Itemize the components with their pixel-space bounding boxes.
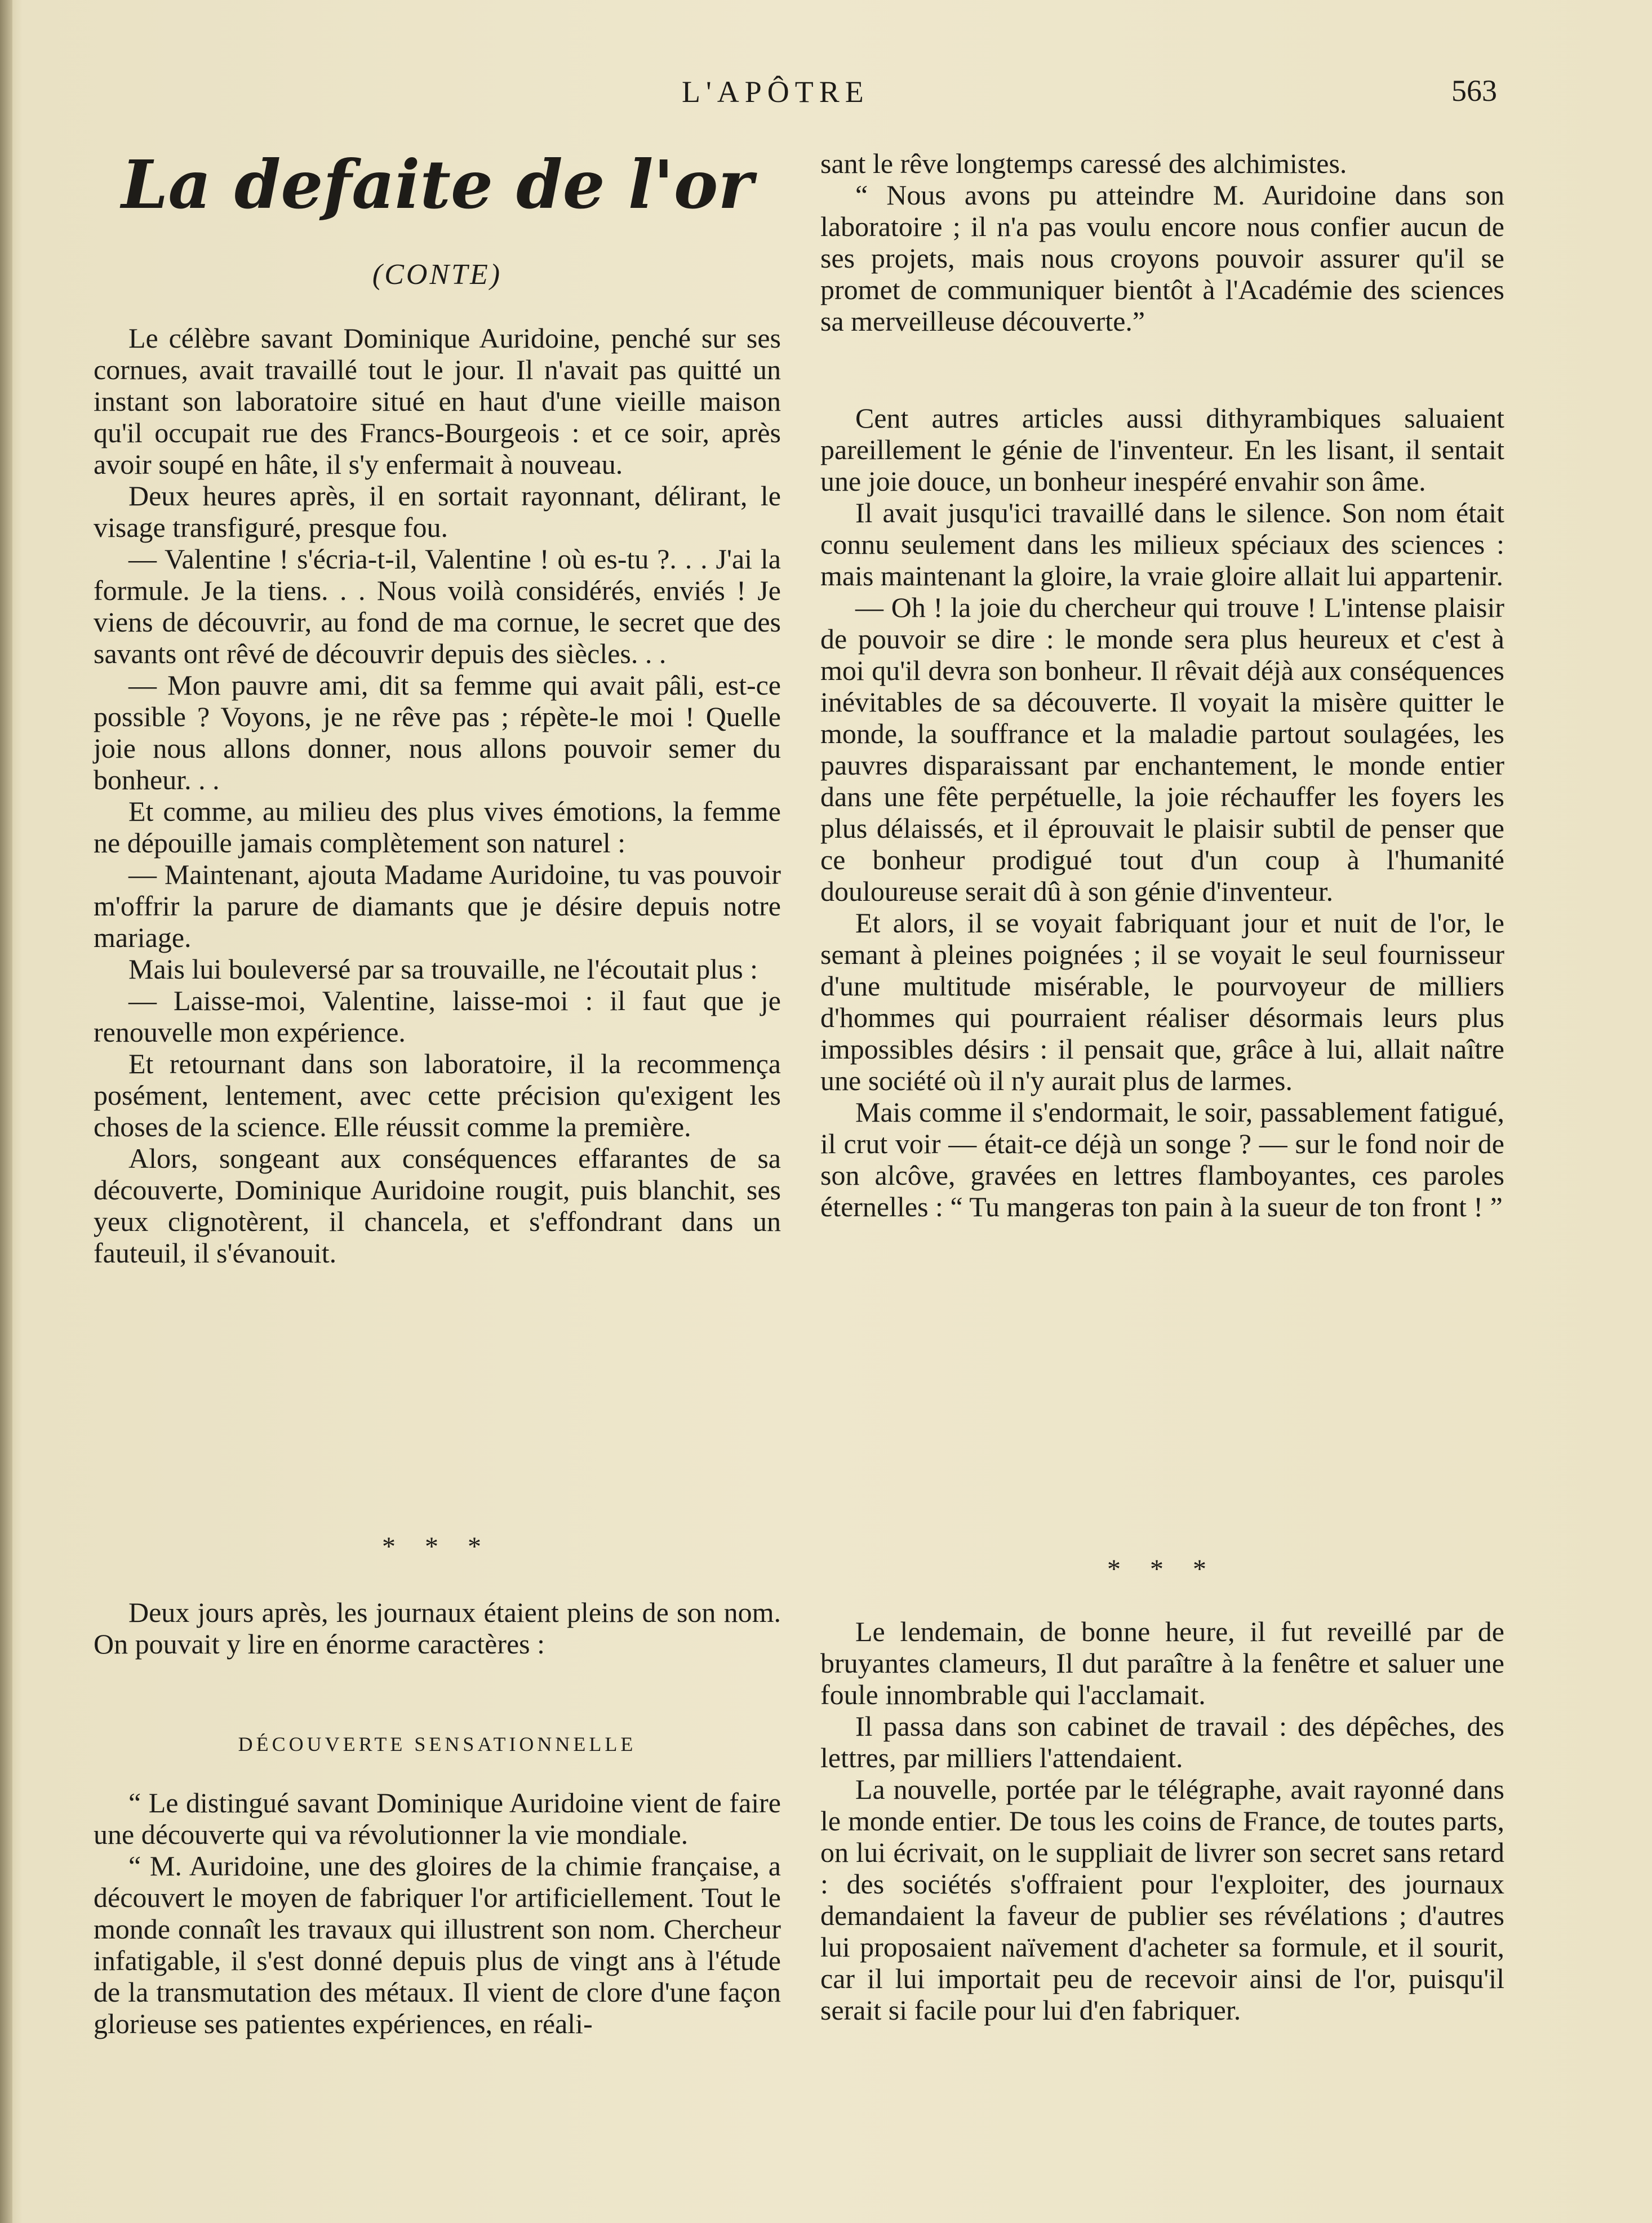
paragraph: Il avait jusqu'ici travaillé dans le silence. Son nom était connu seulement dans les milieux spéciaux des sciences : mais maintenant la gloire, la vraie gloire allait lui appartenir. [820, 497, 1504, 592]
paragraph: Cent autres articles aussi dithyrambiques saluaient pareillement le génie de l'inventeur. En les lisant, il sentait une joie douce, un bonheur inespéré envahir son âme. [820, 402, 1504, 497]
binding-edge [0, 0, 12, 2223]
running-title: L'APÔTRE [682, 75, 869, 109]
page-number: 563 [1451, 74, 1497, 108]
right-bottom [820, 1616, 1504, 2026]
paragraph: Et comme, au milieu des plus vives émotions, la femme ne dépouille jamais complètement son naturel : [94, 795, 781, 859]
quote-paragraph: “ Nous avons pu atteindre M. Auridoine dans son laboratoire ; il n'a pas voulu encore nous confier aucun de ses projets, mais nous croyons pouvoir assurer qu'il se promet de communiquer bientôt à l'Académie des sciences sa merveilleuse découverte.” [820, 179, 1504, 337]
paragraph: Et alors, il se voyait fabriquant jour et nuit de l'or, le semant à pleines poignées ; il se voyait le seul fournisseur d'une multitude misérable, le pourvoyeur de milliers d'hommes qui pourraient réaliser désormais leurs plus impossibles désirs : il pensait que, grâce à lui, allait naître une société où il n'y aurait plus de larmes. [820, 907, 1504, 1096]
section-separator: * * * [1107, 1554, 1218, 1584]
paragraph: Deux jours après, les journaux étaient pleins de son nom. On pouvait y lire en énorme caractères : [94, 1597, 781, 1660]
right-middle [820, 402, 1504, 1222]
right-top [820, 148, 1504, 337]
quote-paragraph: “ M. Auridoine, une des gloires de la chimie française, a découvert le moyen de fabriquer l'or artificiellement. Tout le monde connaît les travaux qui illustrent son nom. Chercheur infatigable, il s'est donné depuis plus de vingt ans à l'étude de la transmutation des métaux. Il vient de clore d'une façon glorieuse ses patientes expériences, en réali- [94, 1850, 781, 2039]
paragraph: Le célèbre savant Dominique Auridoine, penché sur ses cornues, avait travaillé tout le jour. Il n'avait pas quitté un instant son laboratoire situé en haut d'une vieille maison qu'il occupait rue des Francs-Bourgeois : et ce soir, après avoir soupé en hâte, il s'y enfermait à nouveau. [94, 322, 781, 480]
paragraph: — Laisse-moi, Valentine, laisse-moi : il faut que je renouvelle mon expérience. [94, 985, 781, 1048]
paragraph: — Maintenant, ajouta Madame Auridoine, tu vas pouvoir m'offrir la parure de diamants que je désire depuis notre mariage. [94, 859, 781, 953]
newspaper-headline: DÉCOUVERTE SENSATIONNELLE [238, 1733, 637, 1755]
paragraph: — Mon pauvre ami, dit sa femme qui avait pâli, est-ce possible ? Voyons, je ne rêve pas ; répète-le moi ! Quelle joie nous allons donner, nous allons pouvoir semer du bonheur. . . [94, 669, 781, 795]
paragraph: Deux heures après, il en sortait rayonnant, délirant, le visage transfiguré, presque fou. [94, 480, 781, 543]
left-after-separator [94, 1597, 781, 1660]
paragraph: — Oh ! la joie du chercheur qui trouve ! L'intense plaisir de pouvoir se dire : le monde sera plus heureux et c'est à moi qu'il devra son bonheur. Il rêvait déjà aux conséquences inévitables de sa découverte. Il voyait la misère quitter le monde, la souffrance et la maladie partout soulagées, les pauvres disparaissant par enchantement, le monde entier dans une fête perpétuelle, la joie réchauffer les foyers les plus délaissés, et il éprouvait le plaisir subtil de penser que ce bonheur prodigué tout d'un coup à l'humanité douloureuse serait dû à son génie d'inventeur. [820, 592, 1504, 907]
paragraph: Il passa dans son cabinet de travail : des dépêches, des lettres, par milliers l'attendaient. [820, 1710, 1504, 1773]
paragraph: La nouvelle, portée par le télégraphe, avait rayonné dans le monde entier. De tous les coins de France, de toutes parts, on lui écrivait, on le suppliait de livrer son secret sans retard : des sociétés s'offraient pour l'exploiter, des journaux demandaient la faveur de publier ses révélations ; d'autres lui proposaient naïvement d'acheter sa formule, et il sourit, car il lui importait peu de recevoir ainsi de l'or, puisqu'il serait si facile pour lui d'en fabriquer. [820, 1773, 1504, 2026]
article-subtitle: (CONTE) [372, 259, 503, 291]
section-separator: * * * [382, 1532, 492, 1562]
article-title: La defaite de l'or [121, 145, 753, 224]
paragraph: Alors, songeant aux conséquences effarantes de sa découverte, Dominique Auridoine rougit, puis blanchit, ses yeux clignotèrent, il chancela, et s'effondrant dans un fauteuil, il s'évanouit. [94, 1142, 781, 1269]
quote-paragraph: “ Le distingué savant Dominique Auridoine vient de faire une découverte qui va révolutionner la vie mondiale. [94, 1787, 781, 1850]
newspaper-quote [94, 1787, 781, 2039]
left-body [94, 322, 781, 1269]
paragraph: Le lendemain, de bonne heure, il fut reveillé par de bruyantes clameurs, Il dut paraître à la fenêtre et saluer une foule innombrable qui l'acclamait. [820, 1616, 1504, 1710]
paragraph: Et retournant dans son laboratoire, il la recommença posément, lentement, avec cette précision qu'exigent les choses de la science. Elle réussit comme la première. [94, 1048, 781, 1142]
paragraph: — Valentine ! s'écria-t-il, Valentine ! où es-tu ?. . . J'ai la formule. Je la tiens. . . Nous voilà considérés, enviés ! Je viens de découvrir, au fond de ma cornue, le secret que des savants ont rêvé de découvrir depuis des siècles. . . [94, 543, 781, 669]
paragraph: Mais lui bouleversé par sa trouvaille, ne l'écoutait plus : [128, 953, 758, 985]
paragraph-continuation: sant le rêve longtemps caressé des alchimistes. [820, 148, 1347, 179]
paragraph: Mais comme il s'endormait, le soir, passablement fatigué, il crut voir — était-ce déjà un songe ? — sur le fond noir de son alcôve, gravées en lettres flamboyantes, ces paroles éternelles : “ Tu mangeras ton pain à la sueur de ton front ! ” [820, 1096, 1504, 1222]
